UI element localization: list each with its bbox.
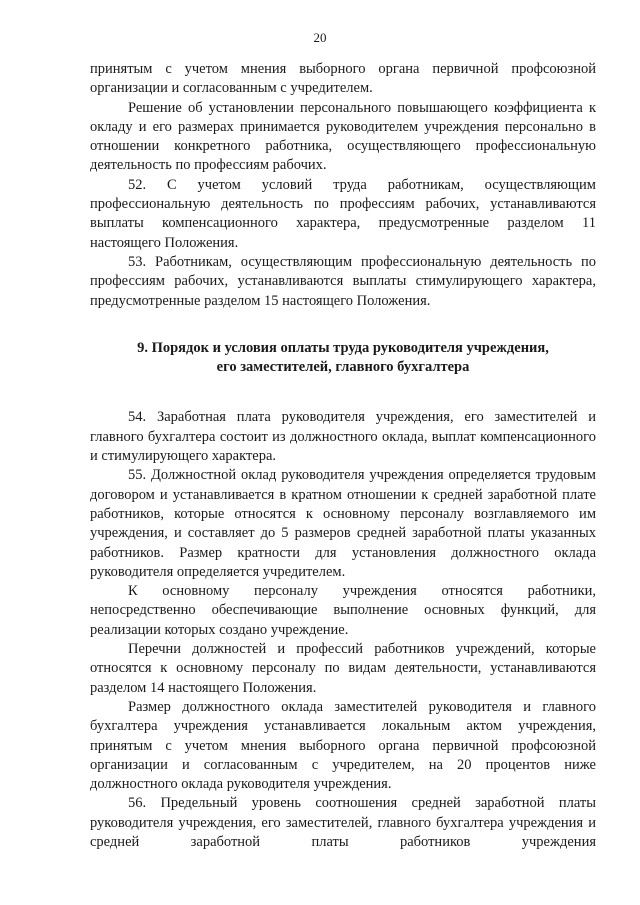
document-body [90, 60, 596, 852]
paragraph-54: 54. Заработная плата руководителя учреждения, его заместителей и главного бухгалтера состоит из должностного оклада, выплат компенсационного и стимулирующего характера. [90, 409, 596, 465]
paragraph-main-staff: К основному персоналу учреждения относятся работники, непосредственно обеспечивающие выполнение основных функций, для реализации которых создано учреждение. [90, 583, 596, 638]
paragraph-position-lists: Перечни должностей и профессий работников учреждений, которые относятся к основному персоналу по видам деятельности, устанавливаются разделом 14 настоящего Положения. [90, 641, 596, 696]
paragraph-coefficient-decision: Решение об установлении персонального повышающего коэффициента к окладу и его размерах принимается руководителем учреждения персонально в отношении конкретного работника, осуществляющего профессиональную деятельность по профессиям рабочих. [90, 99, 596, 174]
paragraph-53: 53. Работникам, осуществляющим профессиональную деятельность по профессиям рабочих, устанавливаются выплаты стимулирующего характера, предусмотренные разделом 15 настоящего Положения. [90, 253, 596, 309]
paragraph-55: 55. Должностной оклад руководителя учреждения определяется трудовым договором и устанавливается в кратном отношении к средней заработной плате работников, которые относятся к основному персоналу возглавляемого им учреждения, и составляет до 5 размеров средней заработной платы указанных работников. Размер кратности для установления должностного оклада руководителя определяется учредителем. [90, 467, 596, 580]
section-heading-line-1: 9. Порядок и условия оплаты труда руководителя учреждения, [137, 339, 549, 356]
paragraph-deputy-salary: Размер должностного оклада заместителей руководителя и главного бухгалтера учреждения устанавливается локальным актом учреждения, принятым с учетом мнения выборного органа первичной профсоюзной организации и согласованным с учредителем, на 20 процентов ниже должностного оклада руководителя учреждения. [90, 698, 596, 793]
paragraph-56: 56. Предельный уровень соотношения средней заработной платы руководителя учреждения, его заместителей, главного бухгалтера учреждения и средней заработной платы работников учреждения [90, 795, 596, 850]
section-heading-line-2: его заместителей, главного бухгалтера [216, 359, 470, 376]
section-heading [90, 339, 596, 378]
paragraph-52: 52. С учетом условий труда работникам, осуществляющим профессиональную деятельность по профессиям рабочих, устанавливаются выплаты компенсационного характера, предусмотренные разделом 11 настоящего Положения. [90, 176, 596, 251]
paragraph-continuation: принятым с учетом мнения выборного органа первичной профсоюзной организации и согласованным с учредителем. [90, 61, 596, 97]
page-number: 20 [313, 30, 327, 45]
